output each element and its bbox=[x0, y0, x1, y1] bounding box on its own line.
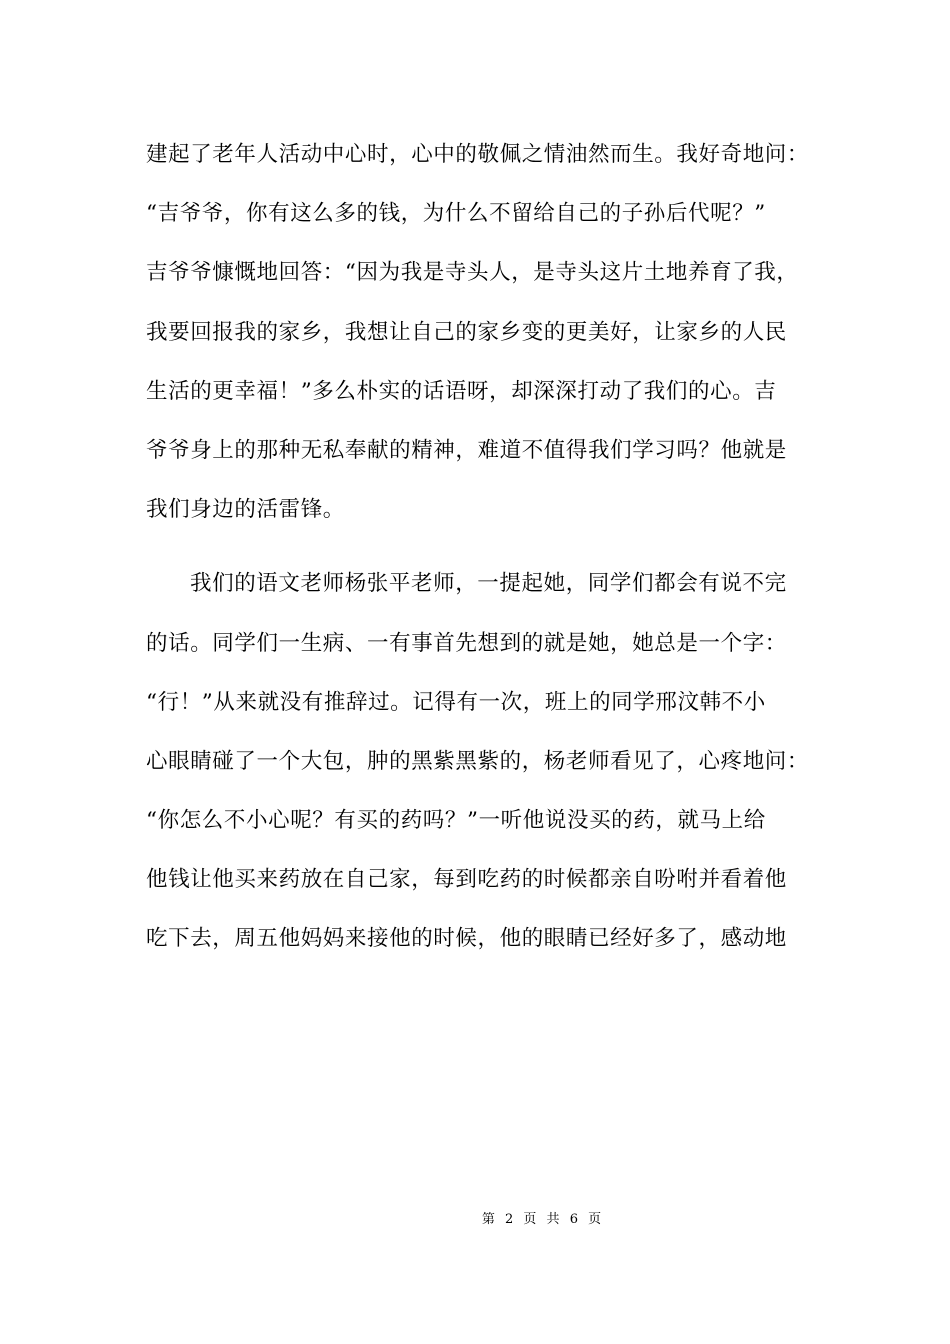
text-line: 我们的语文老师杨张平老师，一提起她，同学们都会有说不完 bbox=[190, 571, 787, 597]
text-line: 吃下去，周五他妈妈来接他的时候，他的眼睛已经好多了，感动地 bbox=[146, 926, 787, 952]
text-line: “行！”从来就没有推辞过。记得有一次，班上的同学邢汶韩不小 bbox=[146, 689, 766, 715]
text-line: 吉爷爷慷慨地回答：“因为我是寺头人，是寺头这片土地养育了我， bbox=[146, 260, 799, 286]
text-line: 生活的更幸福！”多么朴实的话语呀，却深深打动了我们的心。吉 bbox=[146, 378, 777, 404]
text-line: 我们身边的活雷锋。 bbox=[146, 497, 345, 523]
text-line: 的话。同学们一生病、一有事首先想到的就是她，她总是一个字： bbox=[146, 630, 787, 656]
text-line: 我要回报我的家乡，我想让自己的家乡变的更美好，让家乡的人民 bbox=[146, 319, 787, 345]
text-line: 建起了老年人活动中心时，心中的敬佩之情油然而生。我好奇地问： bbox=[146, 142, 810, 167]
page-number-footer: 第 2 页 共 6 页 bbox=[481, 1212, 605, 1227]
text-line: 他钱让他买来药放在自己家，每到吃药的时候都亲自吩咐并看着他 bbox=[146, 867, 787, 893]
text-line: “你怎么不小心呢？有买的药吗？”一听他说没买的药，就马上给 bbox=[146, 808, 766, 834]
text-line: “吉爷爷，你有这么多的钱，为什么不留给自己的子孙后代呢？” bbox=[146, 201, 766, 227]
text-line: 爷爷身上的那种无私奉献的精神，难道不值得我们学习吗？他就是 bbox=[146, 437, 787, 463]
body-text bbox=[146, 134, 826, 978]
paragraph-gap bbox=[146, 548, 826, 563]
text-line: 心眼睛碰了一个大包，肿的黑紫黑紫的，杨老师看见了，心疼地问： bbox=[146, 748, 810, 774]
